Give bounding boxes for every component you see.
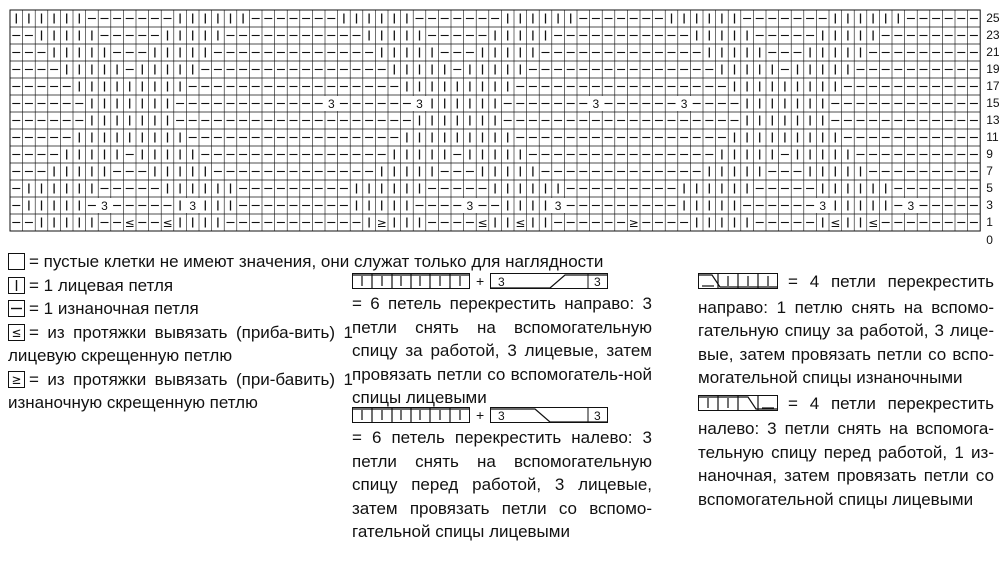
legend-cross-left4-text: = 4 петли перекрестить налево: 3 петли снять на вспомога-тельную спицу перед работой, 1 из-наночная, затем провязать петли со вспомогательной спицы лицевыми xyxy=(698,393,994,509)
legend-cross-right4-text: = 4 петли перекрестить направо: 1 петлю снять на вспомо-гательную спицу за работой, 3 лице-вые, затем провязать петли со вспо-могательной спицы изнаночными xyxy=(698,272,994,387)
inc-knit-stitch: ≤ xyxy=(868,216,879,230)
row-number-label: 11 xyxy=(986,130,999,144)
row-number-label: 3 xyxy=(986,198,993,212)
legend-cross-left4 xyxy=(698,392,994,512)
legend-inc-purl xyxy=(8,368,353,415)
legend-inc-knit-text: = из протяжки вывязать (приба-вить) 1 лицевую скрещенную петлю xyxy=(8,322,353,365)
legend-purl xyxy=(8,297,353,321)
cable-left6-symbols xyxy=(352,404,652,426)
inc-knit-cell-icon xyxy=(8,324,25,341)
legend-cable-left6-text: = 6 петель перекрестить налево: 3 петли снять на вспомогательную спицу перед работой, 3 лицевые, затем провязать петли со вспомо-гательной спицы лицевыми xyxy=(352,428,652,541)
row-number-label: 7 xyxy=(986,164,993,178)
purl-cell-icon xyxy=(8,300,25,317)
cable-number: 3 xyxy=(327,97,335,111)
legend-col-2 xyxy=(352,270,652,544)
legend-knit xyxy=(8,274,353,298)
row-number-label: 15 xyxy=(986,96,1000,110)
svg-text:3: 3 xyxy=(594,275,601,289)
row-number-label: 5 xyxy=(986,181,993,195)
chart-grid xyxy=(0,0,1000,245)
cable-number: 3 xyxy=(416,97,423,111)
legend-cross-right4 xyxy=(698,270,994,390)
row-number-label: 9 xyxy=(986,147,993,161)
legend-inc-purl-text: = из протяжки вывязать (при-бавить) 1 изнаночную скрещенную петлю xyxy=(8,369,353,412)
cable-right6-symbols xyxy=(352,270,652,292)
cable-number: 3 xyxy=(680,97,688,111)
legend-purl-text: = 1 изнаночная петля xyxy=(29,299,199,318)
cross-right4-icon xyxy=(698,272,778,296)
svg-text:3: 3 xyxy=(594,409,601,423)
cross-left4-icon xyxy=(698,394,778,418)
legend-empty-text: = пустые клетки не имеют значения, они служат только для наглядности xyxy=(29,252,604,271)
inc-purl-cell-icon xyxy=(8,371,25,388)
plus-sign-1: + xyxy=(476,273,485,289)
row-number-label: 21 xyxy=(986,45,1000,59)
cable-number: 3 xyxy=(819,199,827,213)
inc-purl-stitch: ≥ xyxy=(376,216,387,230)
inc-purl-stitch: ≥ xyxy=(628,216,639,230)
inc-knit-stitch: ≤ xyxy=(830,216,841,230)
inc-knit-stitch: ≤ xyxy=(162,216,173,230)
inc-knit-stitch: ≤ xyxy=(515,216,526,230)
empty-cell-icon xyxy=(8,253,25,270)
row-number-label: 0 xyxy=(986,233,993,245)
row-number-label: 23 xyxy=(986,28,1000,42)
cable-number: 3 xyxy=(907,199,915,213)
row-number-label: 17 xyxy=(986,79,1000,93)
row-number-label: 25 xyxy=(986,11,1000,25)
plus-sign-2: + xyxy=(476,407,485,423)
knitting-chart xyxy=(0,0,1000,245)
inc-knit-stitch: ≤ xyxy=(124,216,135,230)
cable-number: 3 xyxy=(189,199,197,213)
svg-text:≤: ≤ xyxy=(11,325,22,341)
inc-knit-stitch: ≤ xyxy=(477,216,488,230)
cable-number: 3 xyxy=(592,97,600,111)
row-number-label: 13 xyxy=(986,113,1000,127)
cable-number: 3 xyxy=(466,199,474,213)
legend-inc-knit xyxy=(8,321,353,368)
knit-cell-icon xyxy=(8,277,25,294)
svg-text:3: 3 xyxy=(498,275,505,289)
cable-number: 3 xyxy=(101,199,108,213)
row-number-label: 1 xyxy=(986,215,993,229)
legend-col-3 xyxy=(698,270,994,511)
legend-cable-right6-text: = 6 петель перекрестить направо: 3 петли снять на вспомогательную спицу за работой, 3 лицевые, затем провязать петли со вспомогатель-ной спицы лицевыми xyxy=(352,294,652,407)
cable-number: 3 xyxy=(554,199,562,213)
svg-text:≥: ≥ xyxy=(11,372,22,388)
svg-text:3: 3 xyxy=(498,409,505,423)
legend-knit-text: = 1 лицевая петля xyxy=(29,275,174,295)
row-number-label: 19 xyxy=(986,62,1000,76)
